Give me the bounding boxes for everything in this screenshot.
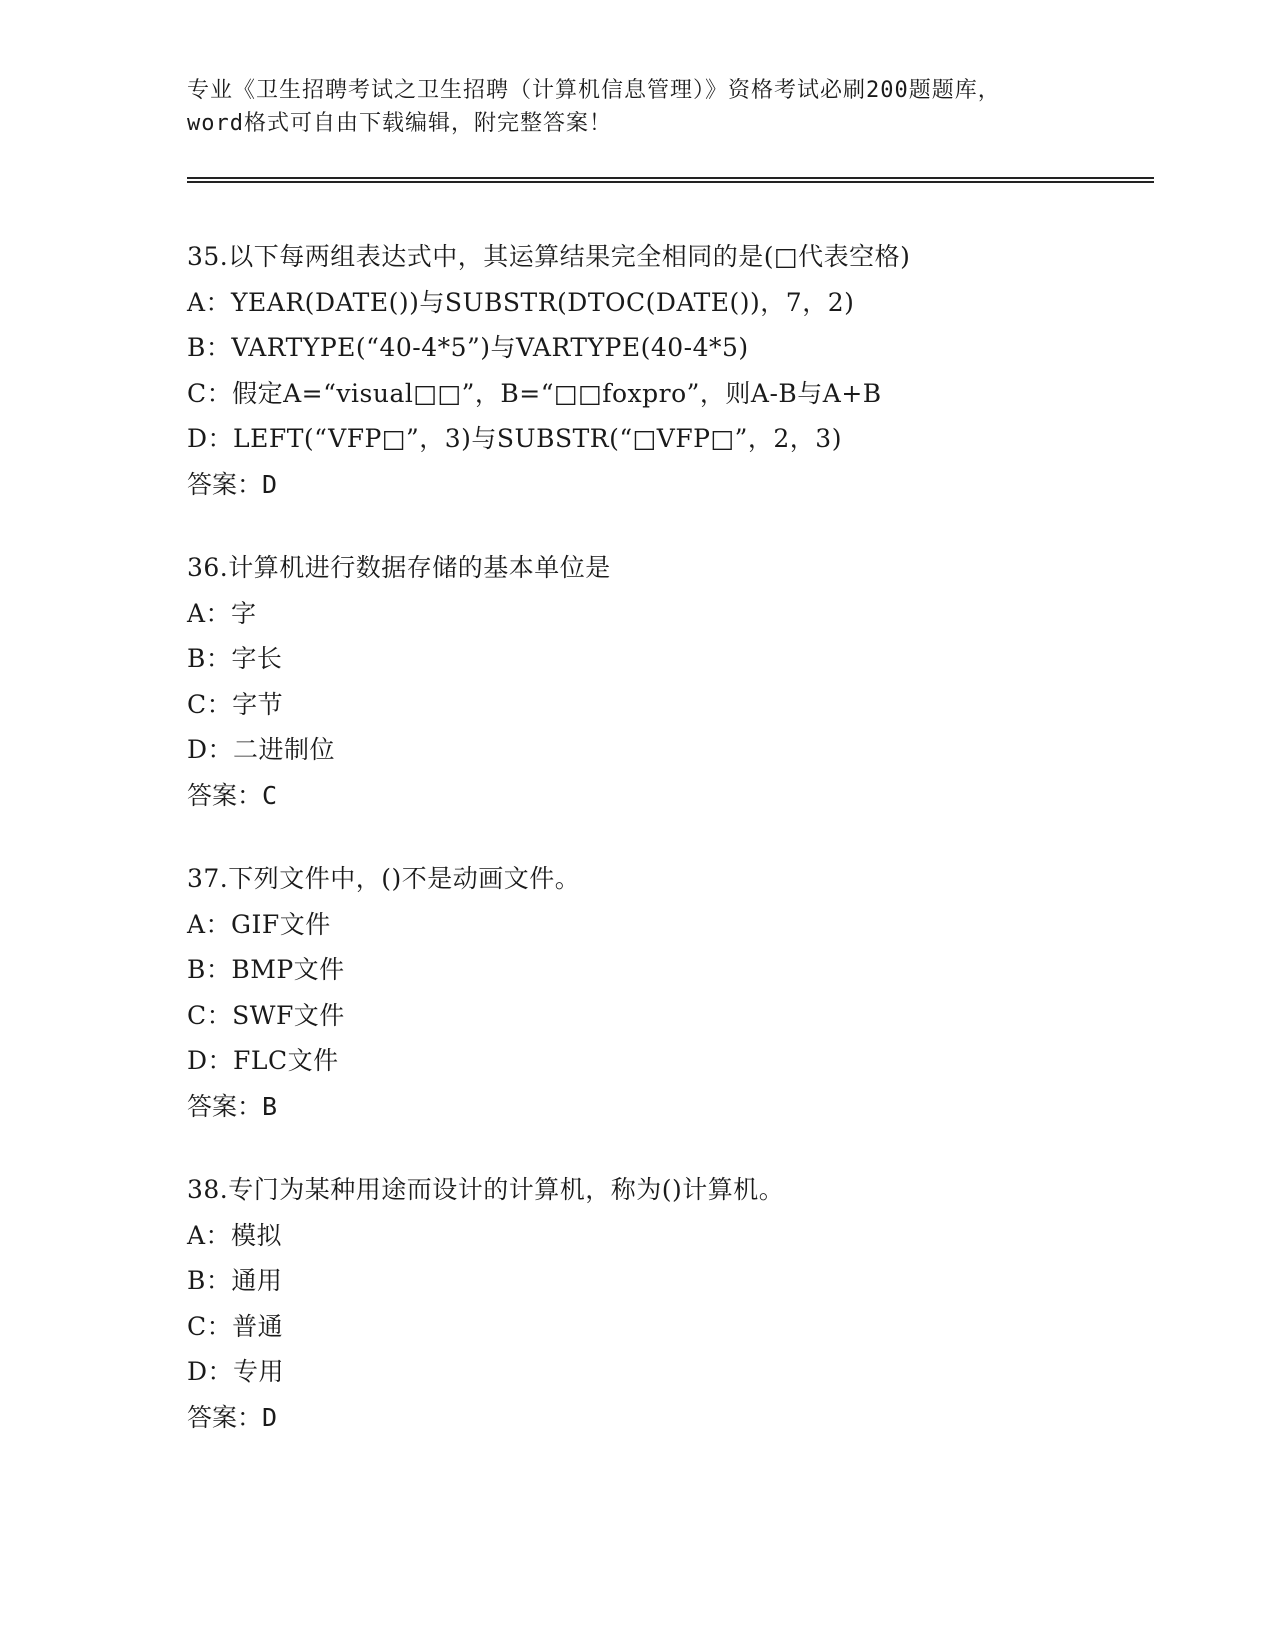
option-a: A：字 bbox=[187, 598, 257, 628]
option-c: C：假定A=“visual□□”，B=“□□foxpro”，则A-B与A+B bbox=[187, 378, 882, 408]
option-a: A：GIF文件 bbox=[187, 909, 331, 939]
header-divider-bottom bbox=[187, 181, 1154, 183]
document-header bbox=[187, 74, 1087, 140]
question-title: 36.计算机进行数据存储的基本单位是 bbox=[187, 553, 611, 582]
option-a: A：模拟 bbox=[187, 1220, 283, 1250]
header-line-2: word格式可自由下载编辑，附完整答案！ bbox=[187, 111, 612, 136]
question-title: 37.下列文件中，()不是动画文件。 bbox=[187, 864, 581, 893]
answer: 答案：D bbox=[187, 1402, 278, 1432]
header-divider-top bbox=[187, 177, 1154, 179]
option-a: A：YEAR(DATE())与SUBSTR(DTOC(DATE())，7，2) bbox=[187, 287, 855, 317]
answer: 答案：B bbox=[187, 1091, 278, 1121]
option-b: B：通用 bbox=[187, 1266, 283, 1295]
option-d: D：二进制位 bbox=[187, 735, 336, 764]
option-d: D：专用 bbox=[187, 1357, 285, 1386]
answer: 答案：C bbox=[187, 780, 278, 810]
question-38 bbox=[187, 1167, 1167, 1440]
option-c: C：普通 bbox=[187, 1311, 284, 1341]
option-b: B：字长 bbox=[187, 644, 283, 673]
option-d: D：LEFT(“VFP□”，3)与SUBSTR(“□VFP□”，2，3) bbox=[187, 424, 842, 453]
option-d: D：FLC文件 bbox=[187, 1046, 339, 1075]
option-c: C：字节 bbox=[187, 689, 284, 719]
option-c: C：SWF文件 bbox=[187, 1000, 345, 1030]
header-line-1: 专业《卫生招聘考试之卫生招聘（计算机信息管理）》资格考试必刷200题题库， bbox=[187, 78, 1001, 103]
question-36 bbox=[187, 545, 1167, 818]
question-35 bbox=[187, 234, 1167, 507]
option-b: B：VARTYPE(“40-4*5”)与VARTYPE(40-4*5) bbox=[187, 333, 749, 362]
question-title: 35.以下每两组表达式中，其运算结果完全相同的是(□代表空格) bbox=[187, 242, 911, 271]
option-b: B：BMP文件 bbox=[187, 955, 345, 984]
question-title: 38.专门为某种用途而设计的计算机，称为()计算机。 bbox=[187, 1175, 785, 1204]
question-list bbox=[187, 234, 1167, 1478]
question-37 bbox=[187, 856, 1167, 1129]
answer: 答案：D bbox=[187, 469, 278, 499]
